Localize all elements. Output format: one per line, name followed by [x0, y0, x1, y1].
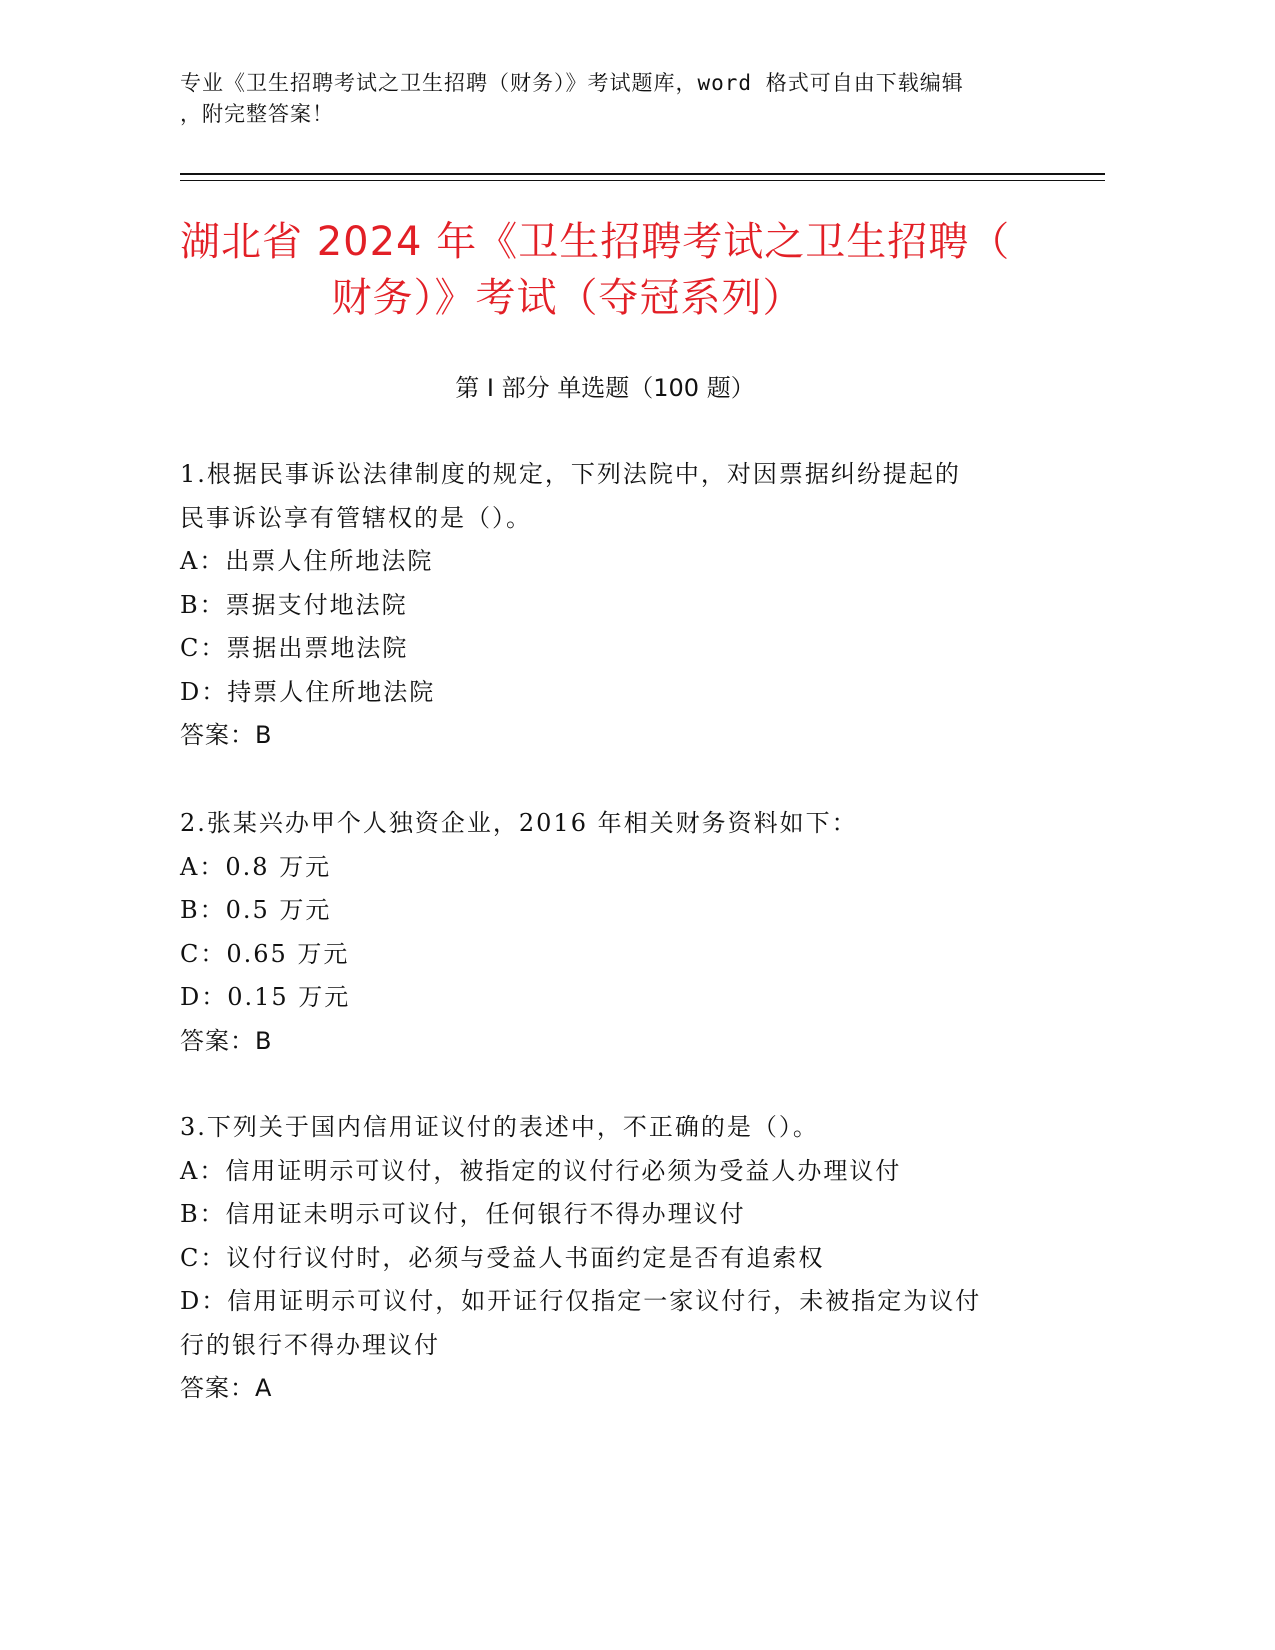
- header-note: [180, 68, 1040, 130]
- question-1: [180, 453, 1040, 758]
- document-title-line1: 湖北省 2024 年《卫生招聘考试之卫生招聘（: [180, 219, 1011, 265]
- option-a: A：出票人住所地法院: [180, 547, 434, 575]
- document-title-line2: 财务）》考试（夺冠系列）: [331, 275, 804, 321]
- option-c: C：0.65 万元: [180, 939, 350, 968]
- option-a: A：信用证明示可议付，被指定的议付行必须为受益人办理议付: [180, 1156, 902, 1185]
- question-stem: [180, 453, 1040, 540]
- header-note-line1: 专业《卫生招聘考试之卫生招聘（财务）》考试题库，word 格式可自由下载编辑: [180, 71, 964, 95]
- question-stem-line: 2.张某兴办甲个人独资企业，2016 年相关财务资料如下：: [180, 809, 858, 837]
- section-title: 第 I 部分 单选题（100 题）: [455, 374, 755, 402]
- option-a: A：0.8 万元: [180, 852, 332, 881]
- option-c: C：票据出票地法院: [180, 634, 409, 662]
- option-b: B：票据支付地法院: [180, 590, 408, 619]
- answer: 答案：B: [180, 721, 273, 749]
- question-stem: [180, 802, 1040, 846]
- question-3: [180, 1106, 1040, 1411]
- option-d: D：0.15 万元: [180, 983, 351, 1011]
- option-d-continuation: 行的银行不得办理议付: [180, 1330, 440, 1359]
- header-divider-thin: [180, 180, 1105, 181]
- question-2: [180, 802, 1040, 1063]
- answer: 答案：A: [180, 1374, 273, 1402]
- option-b: B：信用证未明示可议付，任何银行不得办理议付: [180, 1200, 746, 1228]
- answer: 答案：B: [180, 1026, 273, 1055]
- header-divider-thick: [180, 173, 1105, 175]
- question-stem-line: 3.下列关于国内信用证议付的表述中，不正确的是（）。: [180, 1113, 819, 1141]
- option-d: D：持票人住所地法院: [180, 677, 436, 706]
- question-stem-line: 1.根据民事诉讼法律制度的规定，下列法院中，对因票据纠纷提起的: [180, 460, 961, 488]
- document-title: [180, 214, 1080, 326]
- option-b: B：0.5 万元: [180, 896, 332, 924]
- question-stem: [180, 1106, 1040, 1150]
- header-note-line2: ，附完整答案！: [180, 102, 334, 126]
- option-d: D：信用证明示可议付，如开证行仅指定一家议付行，未被指定为议付: [180, 1287, 982, 1315]
- option-c: C：议付行议付时，必须与受益人书面约定是否有追索权: [180, 1243, 825, 1272]
- question-stem-line: 民事诉讼享有管辖权的是（）。: [180, 503, 532, 532]
